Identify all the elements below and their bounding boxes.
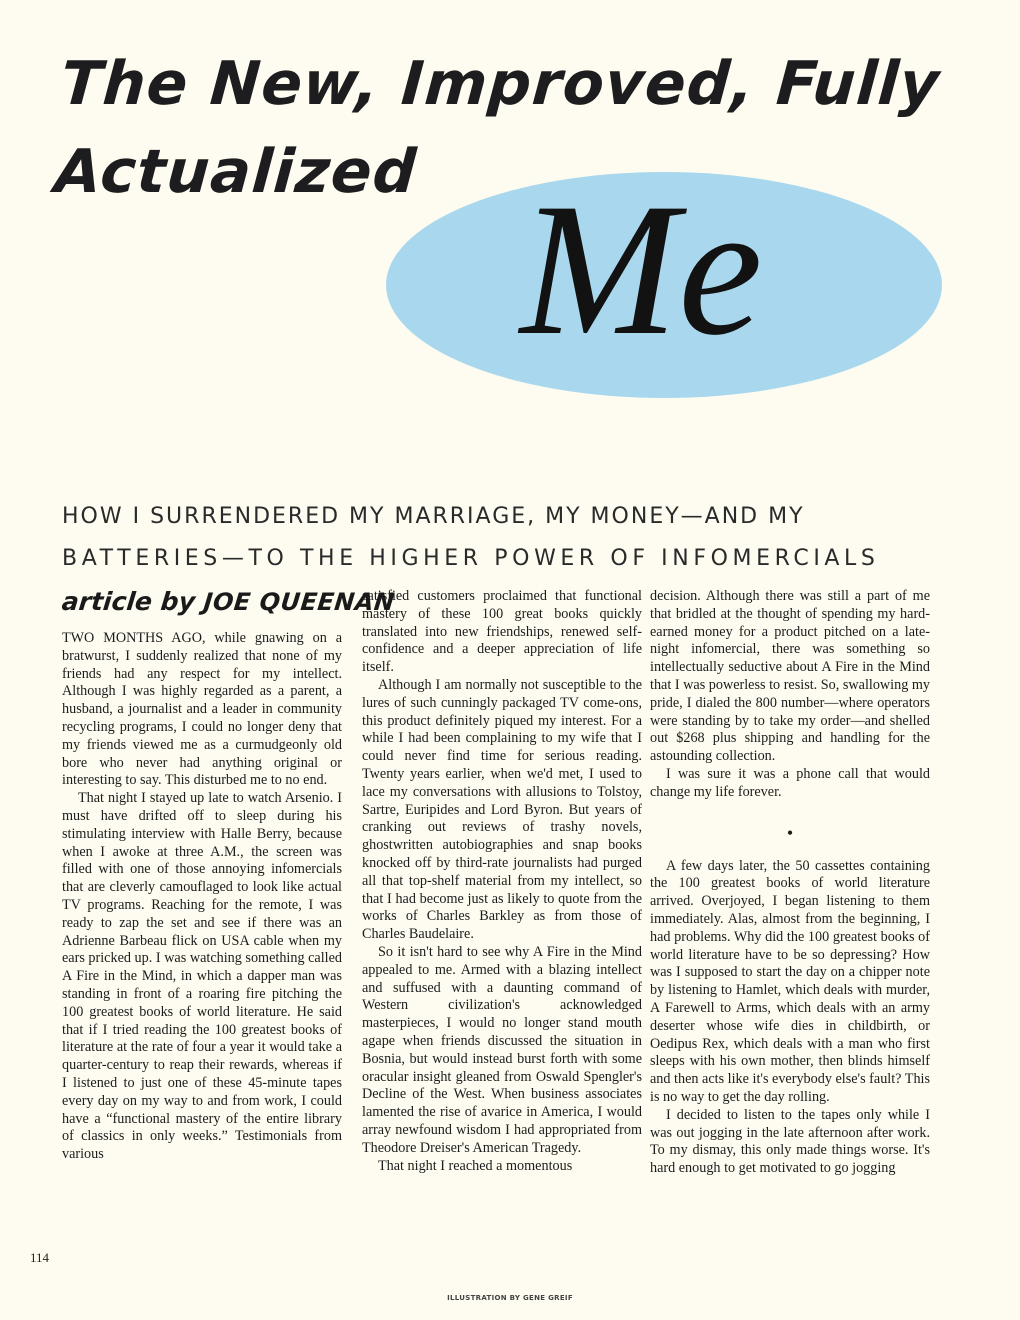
paragraph: That night I reached a momentous: [378, 1157, 573, 1174]
body-column-3: [650, 588, 930, 1178]
deck-line-1: HOW I SURRENDERED MY MARRIAGE, MY MONEY—AND MY: [62, 504, 805, 529]
paragraph: I decided to listen to the tapes only while I was out jogging in the late afternoon after work. To my dismay, this only made things worse. It's hard enough to get motivated to go jogging: [650, 1106, 930, 1177]
paragraph: TWO MONTHS AGO, while gnawing on a bratwurst, I suddenly realized that none of my friends had any respect for my intellect. Although I was highly regarded as a parent, a husband, a journalist and a leader in community recycling programs, I could no longer deny that my friends viewed me as a curmudgeonly old bore who never had anything original or interesting to say. This disturbed me to no end.: [62, 630, 342, 789]
byline-author: JOE QUEENAN: [202, 588, 397, 616]
subheadline-deck: [62, 496, 962, 580]
paragraph: decision. Although there was still a part of me that bridled at the thought of spending my hard-earned money for a product pitched on a late-night infomercial, there was something so intellectually seductive about A Fire in the Mind that I was powerless to resist. So, swallowing my pride, I dialed the 800 number—where operators were standing by to take my order—and shelled out $268 plus shipping and handling for the astounding collection.: [650, 588, 930, 765]
headline-line-2: Actualized: [52, 137, 420, 207]
deck-line-2: BATTERIES—TO THE HIGHER POWER OF INFOMERCIALS: [62, 546, 880, 571]
paragraph: Although I am normally not susceptible to the lures of such cunningly packaged TV come-ons, this product definitely piqued my interest. For a while I had been complaining to my wife that I could never find time for serious reading. Twenty years earlier, when we'd met, I used to lace my conversations with allusions to Tolstoy, Sartre, Euripides and Lord Byron. But years of cranking out reviews of trashy novels, ghostwritten autobiographies and snap books knocked off by third-rate journalists had purged all that top-shelf material from my intellect, so that I had become just as likely to quote from the works of Charles Barkley as from those of Charles Baudelaire.: [362, 676, 642, 943]
paragraph: That night I stayed up late to watch Arsenio. I must have drifted off to sleep during his stimulating interview with Halle Berry, because when I awoke at three A.M., the screen was filled with one of those annoying infomercials that are cleverly camouflaged to look like actual TV programs. Reaching for the remote, I was ready to zap the set and see if there was an Adrienne Barbeau flick on USA cable when my ears pricked up. I was watching something called A Fire in the Mind, in which a dapper man was standing in front of a roaring fire pitching the 100 greatest books of world literature. He said that if I tried reading the 100 greatest books of literature at the rate of four a year it would take a quarter-century to reap their rewards, whereas if I listened to just one of these 45-minute tapes every day on my way to and from work, I could have a “functional mastery of the entire library of classics in only weeks.” Testimonials from various: [62, 790, 342, 1163]
headline-line-1: The New, Improved, Fully: [58, 49, 943, 119]
section-break-bullet: •: [786, 822, 794, 843]
body-column-2: [362, 588, 642, 1175]
headline-big-word: Me: [520, 165, 763, 375]
byline-prefix: article by: [60, 587, 197, 616]
byline: [60, 584, 396, 620]
body-column-1: [62, 630, 342, 1164]
illustration-credit: ILLUSTRATION BY GENE GREIF: [447, 1294, 573, 1302]
paragraph: So it isn't hard to see why A Fire in the Mind appealed to me. Armed with a blazing intellect and suffused with a daunting command of Western civilization's acknowledged masterpieces, I would no longer stand mouth agape when friends discussed the situation in Bosnia, but would instead burst forth with some oracular insight gleaned from Oswald Spengler's Decline of the West. When business associates lamented the rise of avarice in America, I would array newfound wisdom I had appropriated from Theodore Dreiser's American Tragedy.: [362, 943, 642, 1156]
paragraph: I was sure it was a phone call that would change my life forever.: [650, 765, 930, 800]
page-number: 114: [30, 1250, 50, 1265]
paragraph: A few days later, the 50 cassettes containing the 100 greatest books of world literature arrived. Overjoyed, I began listening to them immediately. Alas, almost from the beginning, I had problems. Why did the 100 greatest books of world literature have to be so depressing? How was I supposed to start the day on a chipper note by listening to Hamlet, which deals with murder, A Farewell to Arms, which deals with an army deserter whose wife dies in childbirth, or Oedipus Rex, which deals with a man who first sleeps with his own mother, then blinds himself and then acts like it's everybody else's fault? This is no way to get the day rolling.: [650, 857, 930, 1105]
paragraph: satisfied customers proclaimed that functional mastery of these 100 great books quickly translated into new friendships, renewed self-confidence and a deeper appreciation of life itself.: [362, 588, 642, 676]
